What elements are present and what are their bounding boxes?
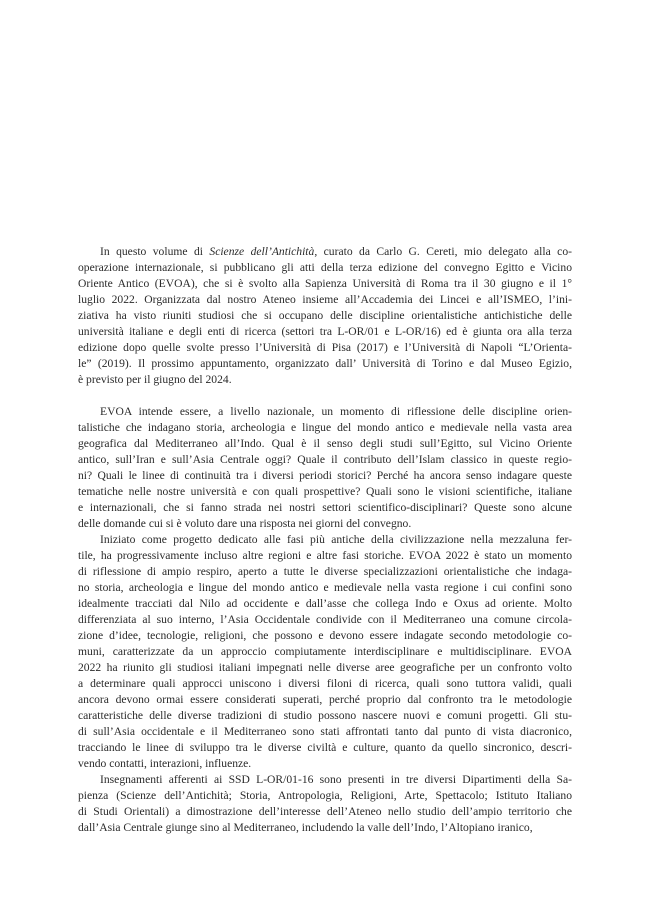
text-line <box>78 692 572 708</box>
text-line <box>78 420 572 436</box>
text-line <box>78 612 572 628</box>
text-line <box>78 292 572 308</box>
paragraph-2 <box>78 404 572 532</box>
text-run: dall’Asia Centrale giunge sino al Mediterraneo, includendo la valle dell’Indo, l’Altopiano iranico, <box>78 821 533 834</box>
text-run: tile, ha progressivamente incluso altre regioni e altre fasi storiche. EVOA 2022 è stato un momento <box>78 549 572 562</box>
text-line <box>78 372 572 388</box>
text-run: Insegnamenti afferenti ai SSD L-OR/01-16 sono presenti in tre diversi Dipartimenti della Sa- <box>100 773 572 786</box>
paragraph-gap <box>78 388 572 404</box>
text-run: no storia, archeologia e lingue del mondo antico e medievale nella vasta regione i cui confini sono <box>78 581 572 594</box>
text-line <box>78 452 572 468</box>
text-run: caratteristiche delle diverse tradizioni di studio possono nascere nuovi e comuni progetti. Gli stu- <box>78 709 572 722</box>
text-line <box>78 644 572 660</box>
text-run: e internazionali, che si fanno strada nei nostri settori scientifico-disciplinari? Queste sono alcune <box>78 501 572 514</box>
text-line <box>78 260 572 276</box>
text-run: tracciando le linee di sviluppo tra le diverse civiltà e culture, quanto da quello sincronico, descri- <box>78 741 572 754</box>
text-line <box>78 276 572 292</box>
text-run: di sull’Asia occidentale e il Mediterraneo sono stati affrontati tanto dal punto di vista diacronico, <box>78 725 572 738</box>
text-run: di Studi Orientali) a dimostrazione dell’interesse dell’Ateneo nello studio dell’ampio territorio che <box>78 805 572 818</box>
body-text <box>78 244 572 836</box>
text-run: geografica dal Mediterraneo all’Indo. Qual è il senso degli studi sull’Egitto, sul Vicino Oriente <box>78 437 572 450</box>
text-run: pienza (Scienze dell’Antichità; Storia, Antropologia, Religioni, Arte, Spettacolo; Istituto Italiano <box>78 789 572 802</box>
text-line <box>78 788 572 804</box>
text-run: di riflessione di ampio respiro, aperto a tutte le diverse specializzazioni orientalistiche che indaga- <box>78 565 572 578</box>
text-run: ni? Quali le linee di continuità tra i diversi periodi storici? Perché ha ancora senso indagare queste <box>78 469 572 482</box>
text-run: ancora devono ormai essere considerati superati, perché proprio dal confronto tra le metodologie <box>78 693 572 706</box>
text-line <box>78 596 572 612</box>
text-line <box>78 500 572 516</box>
text-line <box>78 660 572 676</box>
text-run: tematiche nelle nostre università e con quali prospettive? Quali sono le visioni scientifiche, italiane <box>78 485 572 498</box>
text-line <box>78 436 572 452</box>
text-line <box>78 740 572 756</box>
text-line <box>78 484 572 500</box>
text-line <box>78 756 572 772</box>
paragraph-1 <box>78 244 572 388</box>
text-run: le” (2019). Il prossimo appuntamento, organizzato dall’ Università di Torino e dal Museo Egizio, <box>78 357 572 370</box>
text-line <box>78 724 572 740</box>
text-run: vendo contatti, interazioni, influenze. <box>78 757 252 770</box>
text-line <box>78 628 572 644</box>
text-line <box>78 244 572 260</box>
text-run: muni, caratterizzate da un approccio compiutamente interdisciplinare e multidisciplinare. EVOA <box>78 645 572 658</box>
text-line <box>78 548 572 564</box>
text-run: differenziata al suo interno, l’Asia Occidentale condivide con il Mediterraneo una comune circola- <box>78 613 572 626</box>
text-run: idealmente tracciati dal Nilo ad occidente e dall’asse che collega Indo e Oxus ad oriente. Molto <box>78 597 572 610</box>
text-run: operazione internazionale, si pubblicano gli atti della terza edizione del convegno Egitto e Vicino <box>78 261 572 274</box>
text-run: Iniziato come progetto dedicato alle fasi più antiche della civilizzazione nella mezzaluna fer- <box>100 533 572 546</box>
text-run: EVOA intende essere, a livello nazionale, un momento di riflessione delle discipline orien- <box>100 405 572 418</box>
text-line <box>78 820 572 836</box>
text-line <box>78 580 572 596</box>
text-run: a determinare quali approcci uniscono i diversi filoni di ricerca, quali sono tuttora validi, quali <box>78 677 572 690</box>
text-line <box>78 340 572 356</box>
text-run: delle domande cui si è voluto dare una risposta nei giorni del convegno. <box>78 517 412 530</box>
text-line <box>78 404 572 420</box>
text-run: edizione dopo quelle svolte presso l’Università di Pisa (2017) e l’Università di Napoli “L’Orienta- <box>78 341 572 354</box>
text-line <box>78 532 572 548</box>
text-line <box>78 772 572 788</box>
text-run: è previsto per il giugno del 2024. <box>78 373 232 386</box>
paragraph-4 <box>78 772 572 836</box>
text-line <box>78 708 572 724</box>
text-line <box>78 676 572 692</box>
text-line <box>78 564 572 580</box>
text-run: , curato da Carlo G. Cereti, mio delegato alla co- <box>314 245 572 258</box>
italic-title: Scienze dell’Antichità <box>209 245 315 258</box>
paragraph-3 <box>78 532 572 772</box>
text-run: luglio 2022. Organizzata dal nostro Ateneo insieme all’Accademia dei Lincei e all’ISMEO, l’ini- <box>78 293 572 306</box>
text-line <box>78 356 572 372</box>
text-line <box>78 804 572 820</box>
text-run: talistiche che indagano storia, archeologia e lingue del mondo antico e medievale nella vasta area <box>78 421 572 434</box>
text-line <box>78 324 572 340</box>
text-run: zione d’idee, tecnologie, religioni, che possono e devono essere indagate secondo metodologie co- <box>78 629 572 642</box>
text-run: 2022 ha riunito gli studiosi italiani impegnati nelle diverse aree geografiche per un confronto volto <box>78 661 572 674</box>
text-run: antico, sull’Iran e sull’Asia Centrale oggi? Quale il contributo dell’Islam classico in queste regio- <box>78 453 572 466</box>
text-line <box>78 308 572 324</box>
text-run: In questo volume di <box>100 245 210 258</box>
text-run: ziativa ha visto riuniti studiosi che si occupano delle discipline orientalistiche antichistiche delle <box>78 309 572 322</box>
text-run: Oriente Antico (EVOA), che si è svolto alla Sapienza Università di Roma tra il 30 giugno e il 1° <box>78 277 572 290</box>
text-line <box>78 468 572 484</box>
text-run: università italiane e degli enti di ricerca (settori tra L-OR/01 e L-OR/16) ed è giunta ora alla terza <box>78 325 572 338</box>
text-line <box>78 516 572 532</box>
